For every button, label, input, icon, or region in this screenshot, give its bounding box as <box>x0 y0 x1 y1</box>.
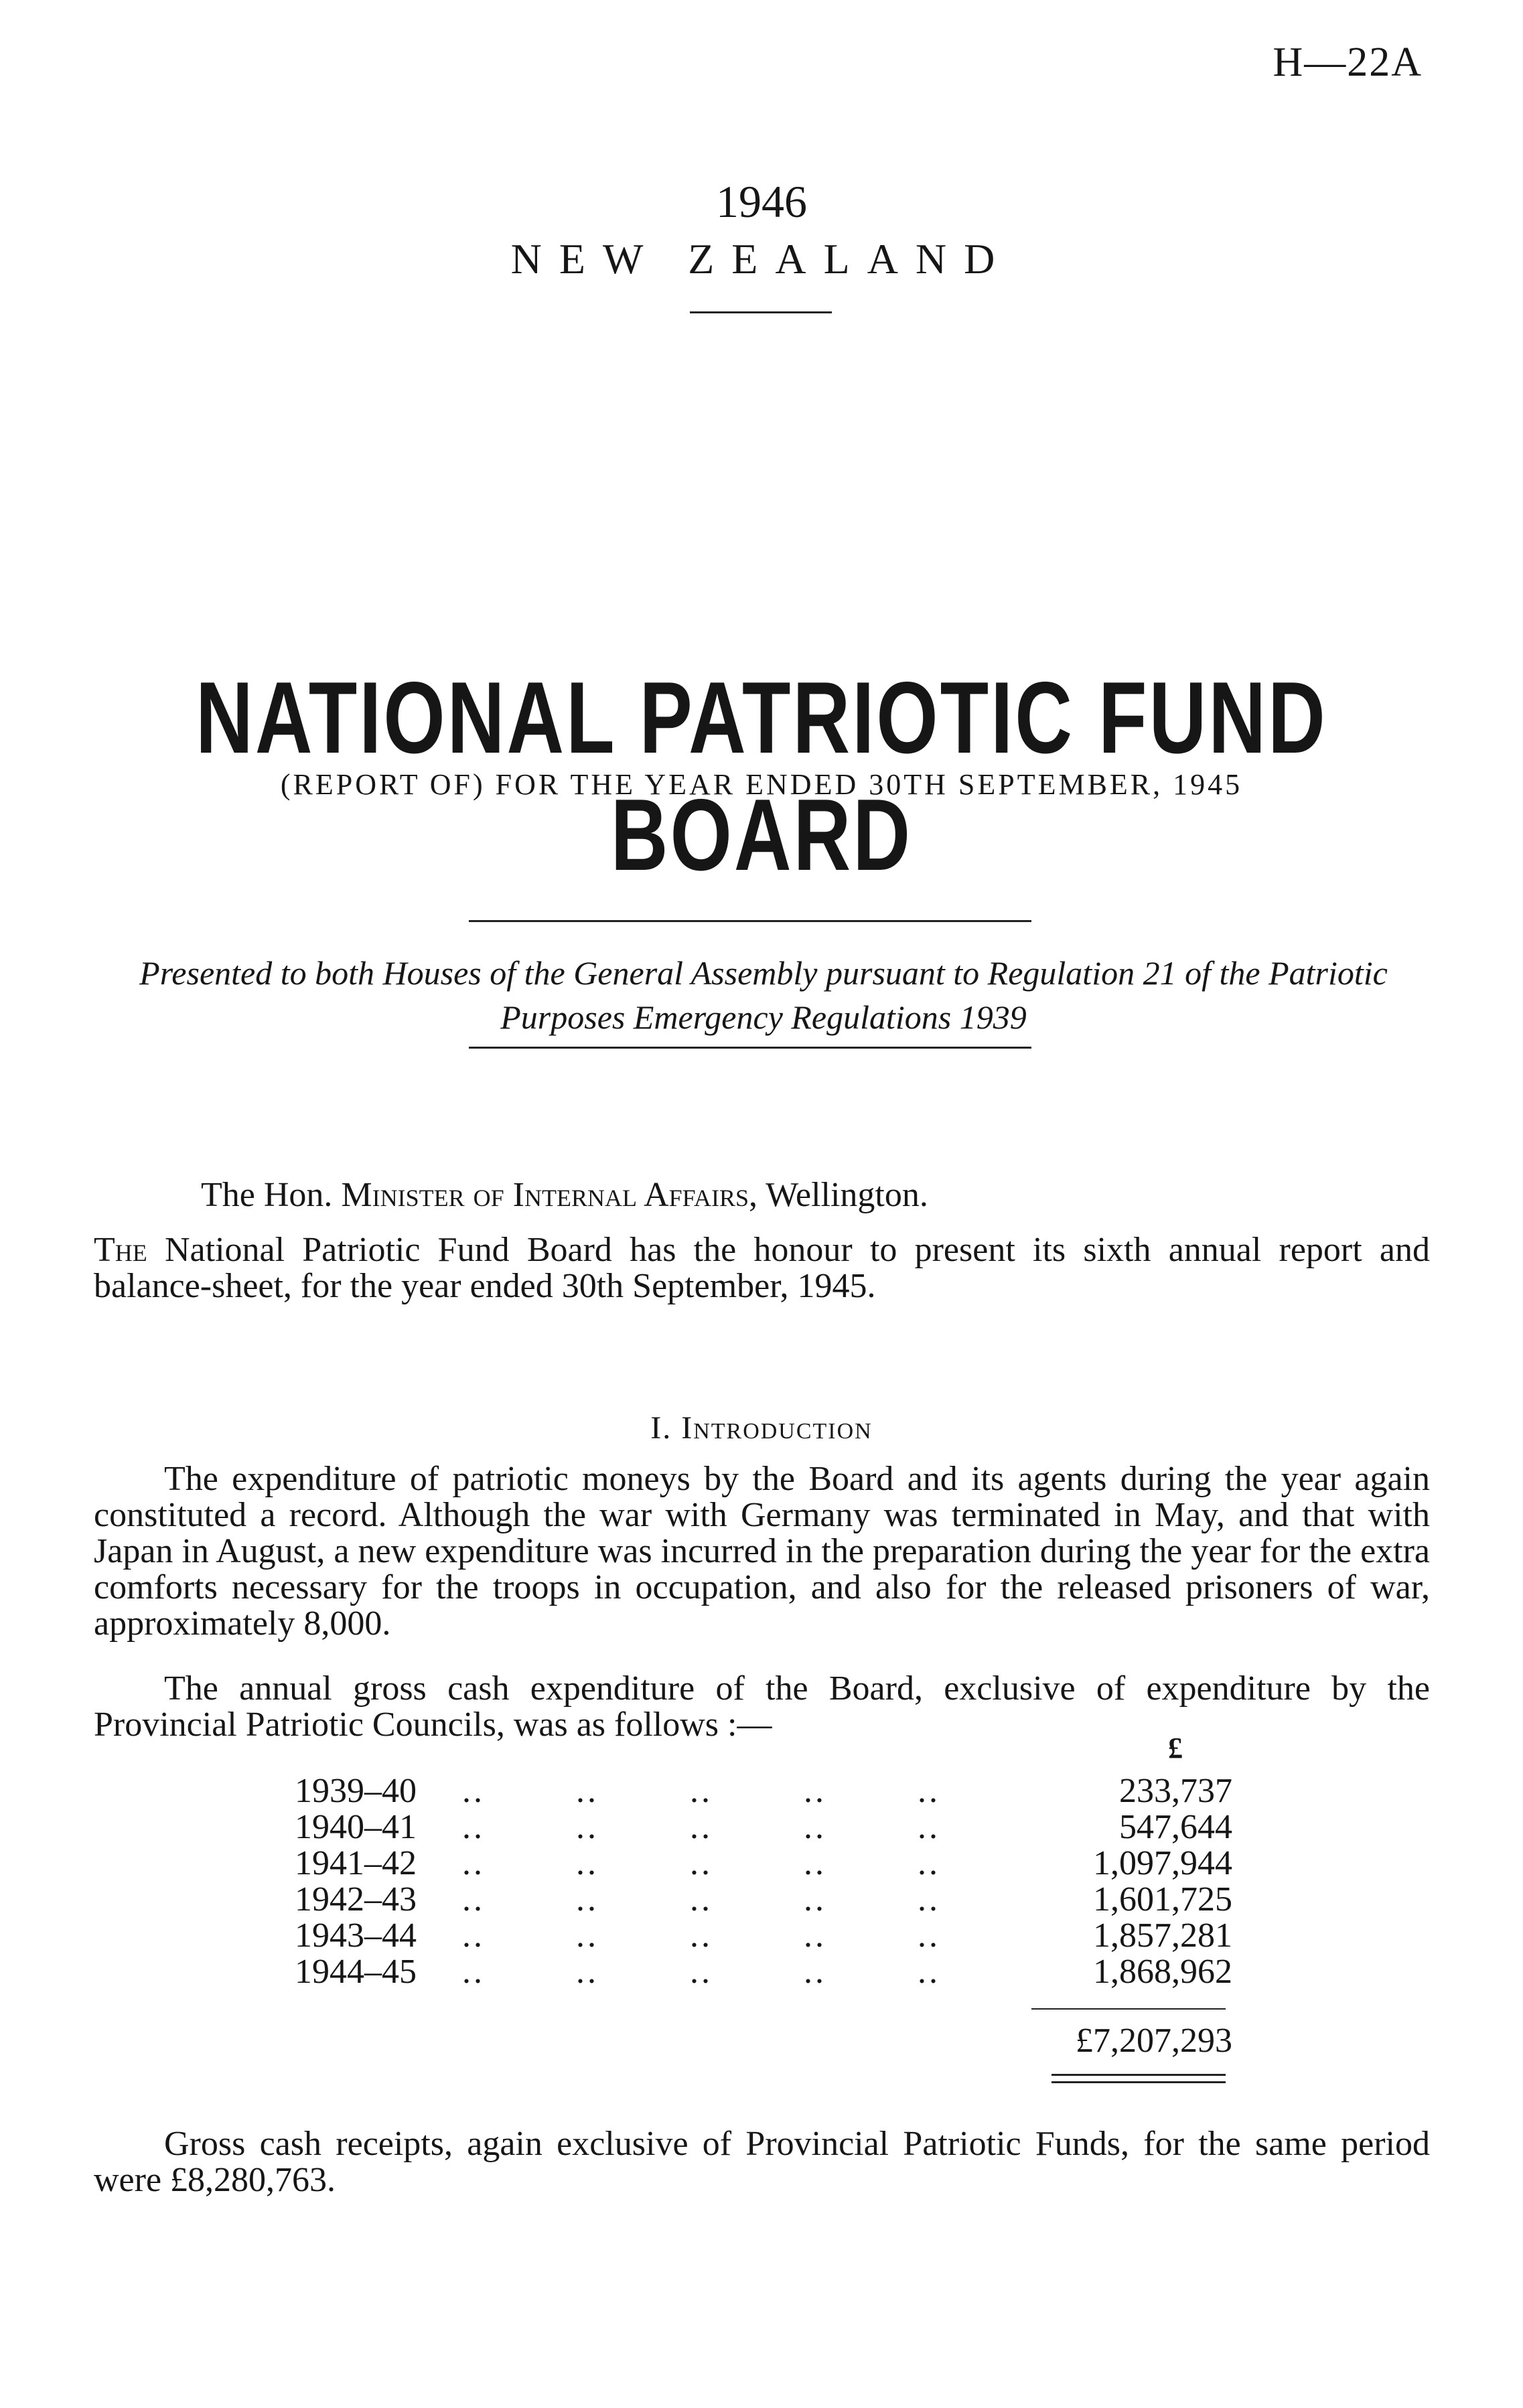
addressee-prefix: The Hon. <box>201 1176 333 1214</box>
expenditure-total: £7,207,293 <box>1076 2022 1232 2060</box>
table-row <box>295 1916 1232 1955</box>
body-paragraph: The annual gross cash expenditure of the Board, exclusive of expenditure by the Provincial Patriotic Councils, was as follows :— <box>94 1669 1430 1744</box>
body-paragraph: Gross cash receipts, again exclusive of Provincial Patriotic Funds, for the same period were £8,280,763. <box>94 2125 1430 2199</box>
row-year: 1944–45 <box>295 1953 417 1991</box>
table-row <box>295 1952 1232 1991</box>
row-year: 1942–43 <box>295 1880 417 1918</box>
body-paragraph: The expenditure of patriotic moneys by the Board and its agents during the year again constituted a record. Although the war with Germany was terminated in May, and that with Japan in August, a new expenditure was incurred in the preparation during the year for the extra comforts necessary for the troops in occupation, and also for the released prisoners of war, approximately 8,000. <box>94 1460 1430 1643</box>
row-leader: .. .. .. .. .. <box>462 1916 940 1955</box>
row-year: 1943–44 <box>295 1916 417 1955</box>
row-amount: 233,737 <box>1119 1772 1232 1810</box>
divider-rule <box>469 1047 1031 1049</box>
total-double-rule <box>1051 2081 1226 2083</box>
publication-year: 1946 <box>716 176 807 227</box>
table-row <box>295 1880 1232 1916</box>
presentation-note: Presented to both Houses of the General Assembly pursuant to Regulation 21 of the Patriotic Purposes Emergency Regulations 1939 <box>139 954 1388 1036</box>
row-amount: 547,644 <box>1119 1808 1232 1846</box>
row-amount: 1,097,944 <box>1093 1844 1232 1882</box>
table-row <box>295 1771 1232 1810</box>
total-rule <box>1031 2008 1226 2010</box>
report-title: NATIONAL PATRIOTIC FUND BOARD <box>196 661 1327 892</box>
row-year: 1939–40 <box>295 1772 417 1810</box>
divider-rule <box>690 311 832 313</box>
report-subtitle: (REPORT OF) FOR THE YEAR ENDED 30TH SEPTEMBER, 1945 <box>280 768 1243 801</box>
row-leader: .. .. .. .. .. <box>462 1808 940 1846</box>
row-year: 1941–42 <box>295 1844 417 1882</box>
country-heading: NEW ZEALAND <box>510 235 1013 283</box>
row-leader: .. .. .. .. .. <box>462 1844 940 1882</box>
table-row <box>295 1807 1232 1846</box>
divider-rule <box>469 920 1031 922</box>
row-leader: .. .. .. .. .. <box>462 1953 940 1991</box>
row-amount: 1,601,725 <box>1093 1880 1232 1918</box>
row-year: 1940–41 <box>295 1808 417 1846</box>
total-double-rule <box>1051 2074 1226 2076</box>
row-amount: 1,868,962 <box>1093 1953 1232 1991</box>
row-leader: .. .. .. .. .. <box>462 1772 940 1810</box>
addressee-title: Minister of Internal Affairs <box>341 1176 749 1214</box>
section-heading: I. Introduction <box>650 1410 873 1446</box>
intro-paragraph <box>94 1232 1430 1304</box>
intro-text: National Patriotic Fund Board has the honour to present its sixth annual report and balance-sheet, for the year ended 30th September, 1945. <box>94 1231 1430 1305</box>
row-amount: 1,857,281 <box>1093 1916 1232 1955</box>
table-row <box>295 1843 1232 1880</box>
addressee-suffix: , Wellington. <box>749 1176 928 1214</box>
addressee-line <box>201 1175 928 1215</box>
page-reference: H—22A <box>1273 40 1423 85</box>
intro-lead: The <box>94 1231 147 1269</box>
row-leader: .. .. .. .. .. <box>462 1880 940 1918</box>
currency-header: £ <box>1168 1732 1183 1764</box>
